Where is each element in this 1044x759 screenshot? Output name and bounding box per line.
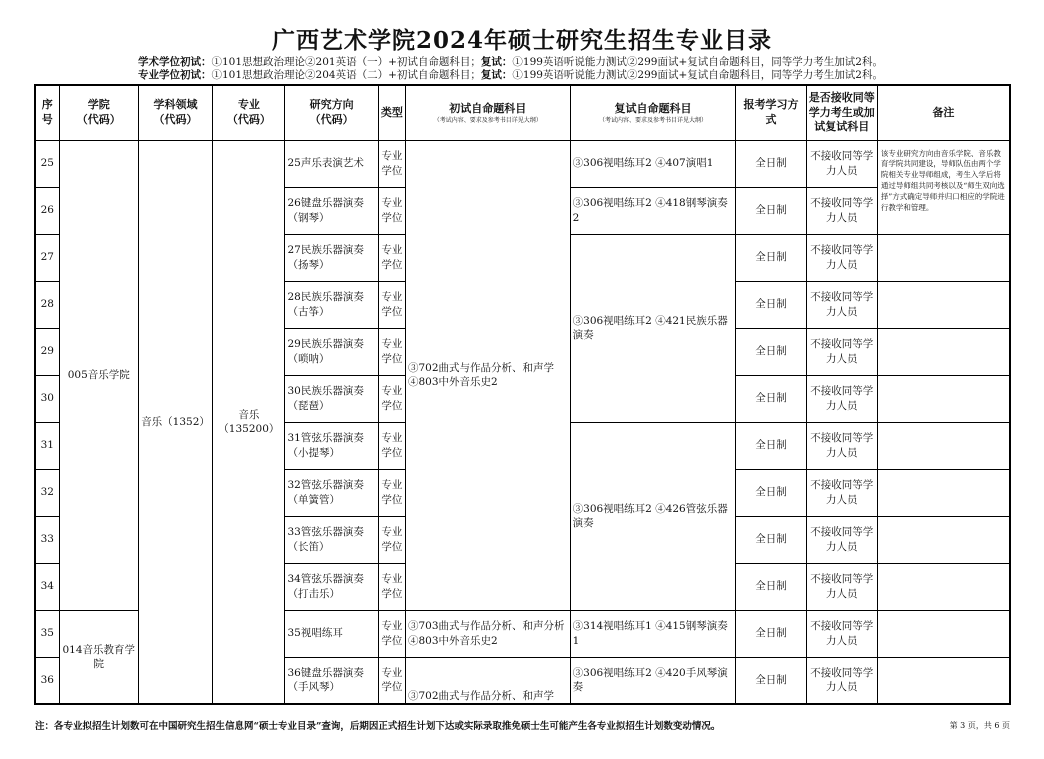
direction-cell: 28民族乐器演奏（古筝） [285, 281, 378, 328]
seq-cell: 29 [35, 328, 59, 375]
equiv-cell: 不接收同等学力人员 [806, 140, 877, 187]
academic-retest-text: ①199英语听说能力测试②299面试+复试自命题科目，同等学力考生加试2科。 [512, 56, 883, 68]
academic-initial-label: 学术学位初试： [138, 56, 212, 68]
type-cell: 专业学位 [378, 375, 405, 422]
header-field: 学科领域 （代码） [138, 85, 212, 140]
header-college: 学院 （代码） [59, 85, 138, 140]
direction-cell: 27民族乐器演奏（扬琴） [285, 234, 378, 281]
study-mode-cell: 全日制 [736, 328, 806, 375]
remark-empty-cell [877, 328, 1010, 375]
remark-empty-cell [877, 375, 1010, 422]
study-mode-cell: 全日制 [736, 187, 806, 234]
college-014-label: 014音乐教育学院 [62, 643, 136, 670]
table-row [35, 140, 1010, 187]
header-direction: 研究方向 （代码） [285, 85, 378, 140]
direction-cell: 30民族乐器演奏（琵琶） [285, 375, 378, 422]
academic-initial-text: ①101思想政治理论②201英语（一）+初试自命题科目； [211, 56, 481, 68]
remark-empty-cell [877, 610, 1010, 657]
retest-subjects-cell: ③306视唱练耳2 ④407演唱1 [570, 140, 736, 187]
remark-empty-cell [877, 657, 1010, 704]
equiv-cell: 不接收同等学力人员 [806, 234, 877, 281]
direction-cell: 25声乐表演艺术 [285, 140, 378, 187]
remark-empty-cell [877, 281, 1010, 328]
header-retest: 复试自命题科目 （考试内容、要求及参考书目详见大纲） [570, 85, 736, 140]
study-mode-cell: 全日制 [736, 657, 806, 704]
remark-empty-cell [877, 563, 1010, 610]
seq-cell: 32 [35, 469, 59, 516]
type-cell: 专业学位 [378, 234, 405, 281]
page-title: 广西艺术学院2024年硕士研究生招生专业目录 [271, 27, 772, 54]
professional-retest-label: 复试： [480, 69, 513, 81]
direction-cell: 33管弦乐器演奏（长笛） [285, 516, 378, 563]
seq-cell: 34 [35, 563, 59, 610]
seq-cell: 27 [35, 234, 59, 281]
remark-empty-cell [877, 469, 1010, 516]
type-cell: 专业学位 [378, 563, 405, 610]
seq-cell: 25 [35, 140, 59, 187]
direction-cell: 32管弦乐器演奏（单簧管） [285, 469, 378, 516]
seq-cell: 28 [35, 281, 59, 328]
retest-subjects-cell: ③314视唱练耳1 ④415钢琴演奏1 [570, 610, 736, 657]
professional-retest-text: ①199英语听说能力测试②299面试+复试自命题科目，同等学力考生加试2科。 [512, 69, 883, 81]
equiv-cell: 不接收同等学力人员 [806, 422, 877, 469]
type-cell: 专业学位 [378, 610, 405, 657]
study-mode-cell: 全日制 [736, 234, 806, 281]
major-cell: 音乐（135200） [213, 140, 285, 704]
field-cell: 音乐（1352） [138, 140, 212, 704]
seq-cell: 36 [35, 657, 59, 704]
equiv-cell: 不接收同等学力人员 [806, 563, 877, 610]
type-cell: 专业学位 [378, 657, 405, 704]
page-number: 第 3 页，共 6 页 [949, 721, 1010, 730]
study-mode-cell: 全日制 [736, 140, 806, 187]
study-mode-cell: 全日制 [736, 516, 806, 563]
initial-subjects-cell: ③702曲式与作品分析、和声学 ④803中外音乐史2 [405, 140, 570, 610]
equiv-cell: 不接收同等学力人员 [806, 657, 877, 704]
type-cell: 专业学位 [378, 187, 405, 234]
table-header-row [35, 85, 1010, 140]
direction-cell: 31管弦乐器演奏（小提琴） [285, 422, 378, 469]
catalog-table [34, 84, 1011, 705]
retest-subjects-cell: ③306视唱练耳2 ④426管弦乐器演奏 [570, 422, 736, 610]
initial-subjects-cell: ③702曲式与作品分析、和声学 [405, 657, 570, 704]
equiv-cell: 不接收同等学力人员 [806, 469, 877, 516]
study-mode-cell: 全日制 [736, 375, 806, 422]
equiv-cell: 不接收同等学力人员 [806, 187, 877, 234]
type-cell: 专业学位 [378, 281, 405, 328]
remark-empty-cell [877, 422, 1010, 469]
equiv-cell: 不接收同等学力人员 [806, 328, 877, 375]
type-cell: 专业学位 [378, 469, 405, 516]
study-mode-cell: 全日制 [736, 422, 806, 469]
header-initial: 初试自命题科目 （考试内容、要求及参考书目详见大纲） [405, 85, 570, 140]
seq-cell: 26 [35, 187, 59, 234]
equiv-cell: 不接收同等学力人员 [806, 516, 877, 563]
direction-cell: 36键盘乐器演奏（手风琴） [285, 657, 378, 704]
retest-subjects-cell: ③306视唱练耳2 ④421民族乐器演奏 [570, 234, 736, 422]
study-mode-cell: 全日制 [736, 610, 806, 657]
header-seq: 序号 [35, 85, 59, 140]
footnote: 注：各专业拟招生计划数可在中国研究生招生信息网“硕士专业目录”查询，后期因正式招生计划下达或实际录取推免硕士生可能产生各专业拟招生计划数变动情况。 [35, 721, 721, 732]
equiv-cell: 不接收同等学力人员 [806, 375, 877, 422]
seq-cell: 35 [35, 610, 59, 657]
header-equiv: 是否接收同等学力考生或加试复试科目 [806, 85, 877, 140]
type-cell: 专业学位 [378, 516, 405, 563]
remark-cell: 该专业研究方向由音乐学院、音乐教育学院共同建设，导师队伍由两个学院相关专业导师组成，考生入学后将通过导师组共同考核以及“师生双向选择”方式确定导师并归口相应的学院进行教学和管理。 [877, 140, 1010, 234]
seq-cell: 31 [35, 422, 59, 469]
professional-initial-label: 专业学位初试： [138, 69, 212, 81]
professional-degree-exam-line [138, 67, 883, 82]
header-study-mode: 报考学习方式 [736, 85, 806, 140]
initial-subjects-cell: ③703曲式与作品分析、和声分析 ④803中外音乐史2 [405, 610, 570, 657]
college-cell-014 [59, 610, 138, 704]
direction-cell: 26键盘乐器演奏（钢琴） [285, 187, 378, 234]
remark-empty-cell [877, 234, 1010, 281]
retest-subjects-cell: ③306视唱练耳2 ④418钢琴演奏2 [570, 187, 736, 234]
direction-cell: 35视唱练耳 [285, 610, 378, 657]
study-mode-cell: 全日制 [736, 563, 806, 610]
direction-cell: 29民族乐器演奏（唢呐） [285, 328, 378, 375]
retest-subjects-cell: ③306视唱练耳2 ④420手风琴演奏 [570, 657, 736, 704]
professional-initial-text: ①101思想政治理论②204英语（二）+初试自命题科目； [211, 69, 481, 81]
header-major: 专业 （代码） [213, 85, 285, 140]
type-cell: 专业学位 [378, 328, 405, 375]
equiv-cell: 不接收同等学力人员 [806, 610, 877, 657]
equiv-cell: 不接收同等学力人员 [806, 281, 877, 328]
header-remark: 备注 [877, 85, 1010, 140]
seq-cell: 30 [35, 375, 59, 422]
header-type: 类型 [378, 85, 405, 140]
remark-empty-cell [877, 516, 1010, 563]
type-cell: 专业学位 [378, 140, 405, 187]
study-mode-cell: 全日制 [736, 281, 806, 328]
academic-retest-label: 复试： [480, 56, 513, 68]
college-cell-005: 005音乐学院 [59, 140, 138, 610]
direction-cell: 34管弦乐器演奏（打击乐） [285, 563, 378, 610]
type-cell: 专业学位 [378, 422, 405, 469]
seq-cell: 33 [35, 516, 59, 563]
study-mode-cell: 全日制 [736, 469, 806, 516]
